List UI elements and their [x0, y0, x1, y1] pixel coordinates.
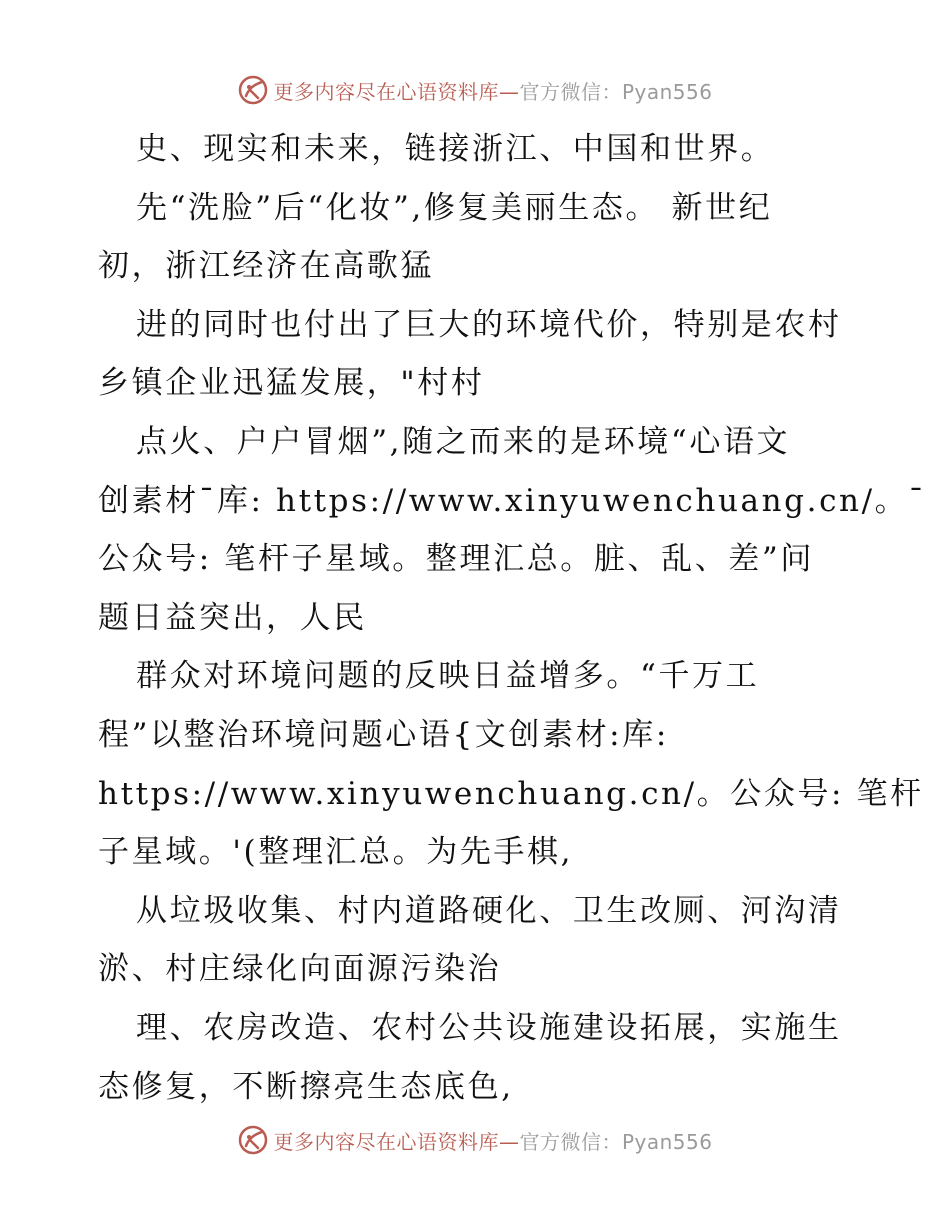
footer-banner-main: 更多内容尽在心语资料库—: [273, 1129, 520, 1154]
body-line: 创素材¯库: https://www.xinyuwenchuang.cn/。¯: [98, 482, 927, 519]
logo-icon: [237, 1124, 269, 1156]
footer-banner-wechat: 官方微信：Pyan556: [519, 1129, 713, 1154]
header-banner-text: [273, 76, 712, 105]
body-line: 题日益突出，人民: [98, 599, 367, 636]
body-line: 态修复，不断擦亮生态底色,: [98, 1068, 514, 1105]
header-banner-wechat: 官方微信：Pyan556: [519, 79, 713, 104]
body-line: 子星域。'(整理汇总。为先手棋,: [98, 834, 574, 871]
body-line: 从垃圾收集、村内道路硬化、卫生改厕、河沟清: [136, 892, 842, 929]
body-line: 点火、户户冒烟”,随之而来的是环境“心语文: [136, 423, 791, 460]
body-line: 公众号: 笔杆子星域。整理汇总。脏、乱、差”问: [98, 541, 814, 578]
body-line: 史、现实和未来，链接浙江、中国和世界。: [136, 131, 775, 167]
body-line: 初，浙江经济在高歌猛: [98, 248, 434, 285]
body-line: 先“洗脸”后“化妆”,修复美丽生态。 新世纪: [136, 189, 773, 226]
footer-watermark-banner: [0, 1122, 950, 1158]
body-line: 群众对环境问题的反映日益增多。“千万工: [136, 658, 760, 695]
body-line: https://www.xinyuwenchuang.cn/。公众号: 笔杆: [98, 775, 924, 812]
body-line: 程”以整治环境问题心语{文创素材:库:: [98, 716, 669, 753]
header-banner-main: 更多内容尽在心语资料库—: [273, 79, 520, 104]
footer-banner-text: [273, 1126, 712, 1155]
body-line: 乡镇企业迅猛发展，"村村: [98, 365, 485, 402]
header-watermark-banner: [0, 72, 950, 108]
body-line: 理、农房改造、农村公共设施建设拓展，实施生: [136, 1009, 842, 1046]
body-line: 进的同时也付出了巨大的环境代价，特别是农村: [136, 306, 842, 343]
document-body: [98, 120, 927, 1116]
body-line: 淤、村庄绿化向面源污染治: [98, 951, 502, 988]
logo-icon: [237, 74, 269, 106]
